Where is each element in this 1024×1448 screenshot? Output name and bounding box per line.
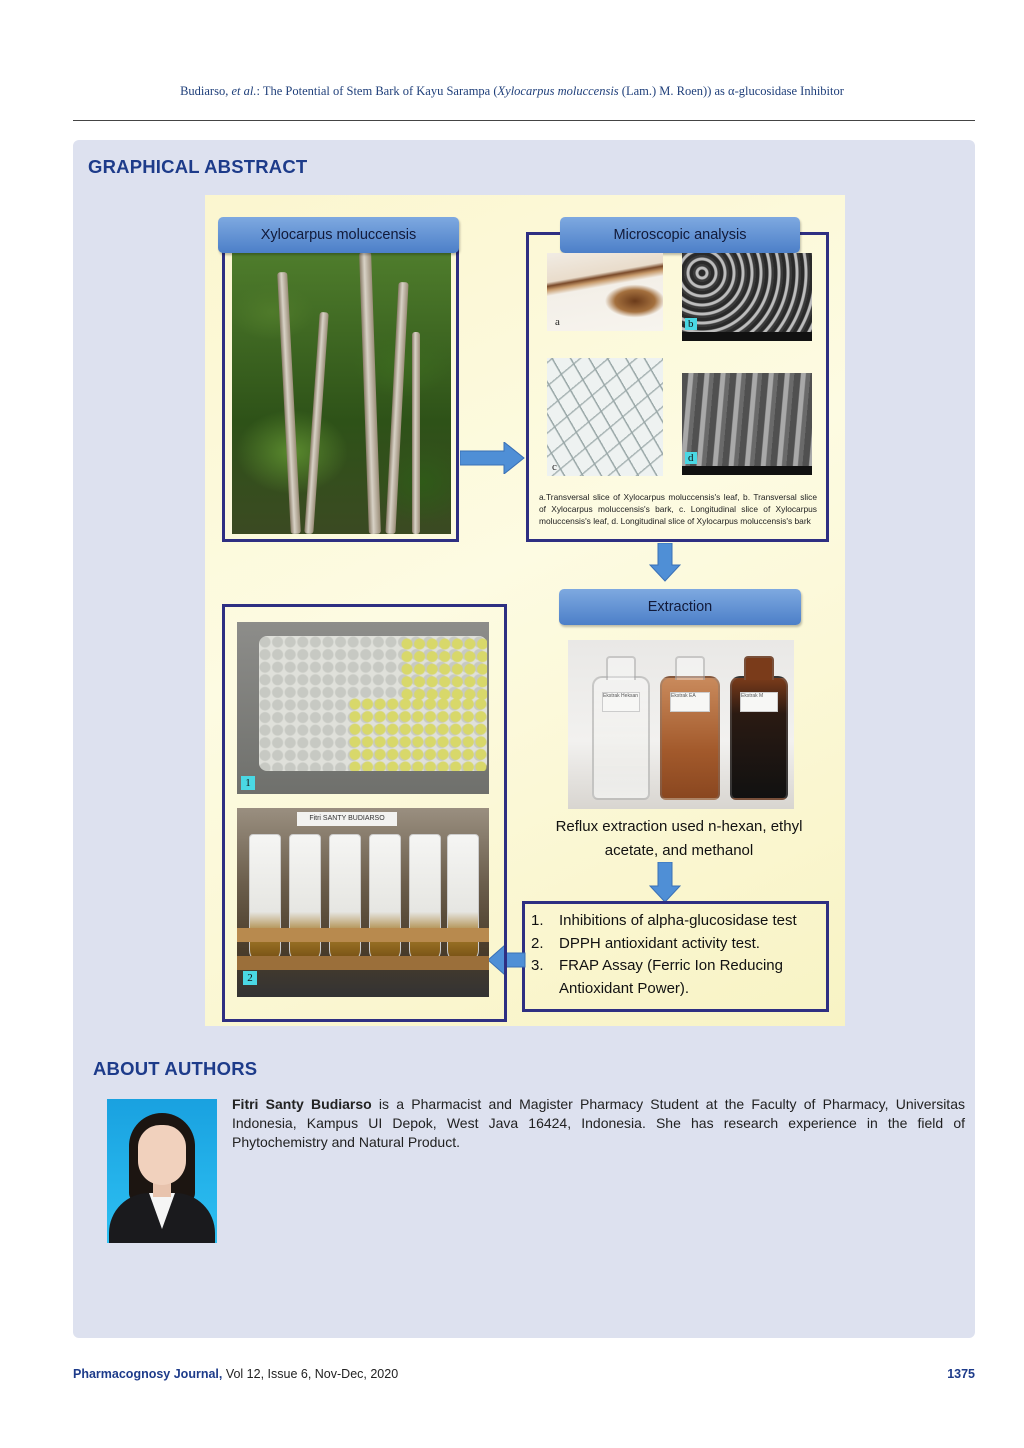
well-plate-photo <box>237 622 489 794</box>
plant-photo <box>232 252 451 534</box>
tube-rack-label: Fitri SANTY BUDIARSO <box>297 812 397 826</box>
plant-name-tag: Xylocarpus moluccensis <box>218 217 459 253</box>
arrow-right-icon <box>460 442 526 474</box>
footer-citation: Pharmacognosy Journal, Vol 12, Issue 6, Nov-Dec, 2020 <box>73 1367 399 1381</box>
test-item: 3. FRAP Assay (Ferric Ion Reducing <box>531 957 783 974</box>
about-authors-heading: ABOUT AUTHORS <box>93 1058 258 1079</box>
arrow-down-icon <box>649 543 681 583</box>
header-rule <box>73 120 975 121</box>
extract-bottles-photo <box>568 640 794 809</box>
test-item: 1. Inhibitions of alpha-glucosidase test <box>531 912 797 929</box>
photo-label-2: 2 <box>243 971 257 985</box>
microscopy-tag: Microscopic analysis <box>560 217 800 253</box>
bottle-label-methanol: Ekstrak M <box>740 692 778 712</box>
test-item: Antioxidant Power). <box>559 979 690 997</box>
micrograph-a <box>547 253 663 331</box>
micrograph-d <box>682 373 812 475</box>
arrow-down-icon <box>649 862 681 904</box>
micrograph-label-c: c <box>552 461 557 473</box>
running-head: Budiarso, et al.: The Potential of Stem Bark of Kayu Sarampa (Xylocarpus moluccensis (Lam.) M. Roen)) as α-glucosidase Inhibitor <box>180 84 844 98</box>
bottle-label-ethyl-acetate: Ekstrak EA <box>670 692 710 712</box>
micrograph-caption: a.Transversal slice of Xylocarpus moluccensis's leaf, b. Transversal slice of Xylocarpus moluccensis's bark, c. Longitudinal slice of Xylocarpus moluccensis's leaf, d. Longitudinal slice of Xylocarpus moluccensis's bark <box>539 492 817 526</box>
author-photo <box>107 1099 217 1243</box>
micrograph-label-b: b <box>685 318 697 330</box>
extraction-description: Reflux extraction used n-hexan, ethyl acetate, and methanol <box>555 818 803 859</box>
micrograph-label-a: a <box>555 316 560 328</box>
graphical-abstract-figure <box>205 195 845 1026</box>
test-item: 2. DPPH antioxidant activity test. <box>531 934 760 952</box>
graphical-abstract-heading: GRAPHICAL ABSTRACT <box>88 156 308 177</box>
photo-label-1: 1 <box>241 776 255 790</box>
micrograph-label-d: d <box>685 452 697 464</box>
micrograph-c <box>547 358 663 476</box>
test-tubes-photo <box>237 808 489 997</box>
page-number: 1375 <box>947 1367 975 1381</box>
author-bio: Fitri Santy Budiarso is a Pharmacist and Magister Pharmacy Student at the Faculty of Pharmacy, Universitas Indonesia, Kampus UI Depok, West Java 16424, Indonesia. She has research experience in the field of Phytochemistry and Natural Product. <box>232 1096 965 1150</box>
micrograph-b <box>682 253 812 341</box>
author-name: Fitri Santy Budiarso <box>232 1096 372 1112</box>
extraction-tag: Extraction <box>559 589 801 625</box>
bottle-label-hexane: Ekstrak Heksan <box>602 692 640 712</box>
tests-list <box>531 910 821 1000</box>
